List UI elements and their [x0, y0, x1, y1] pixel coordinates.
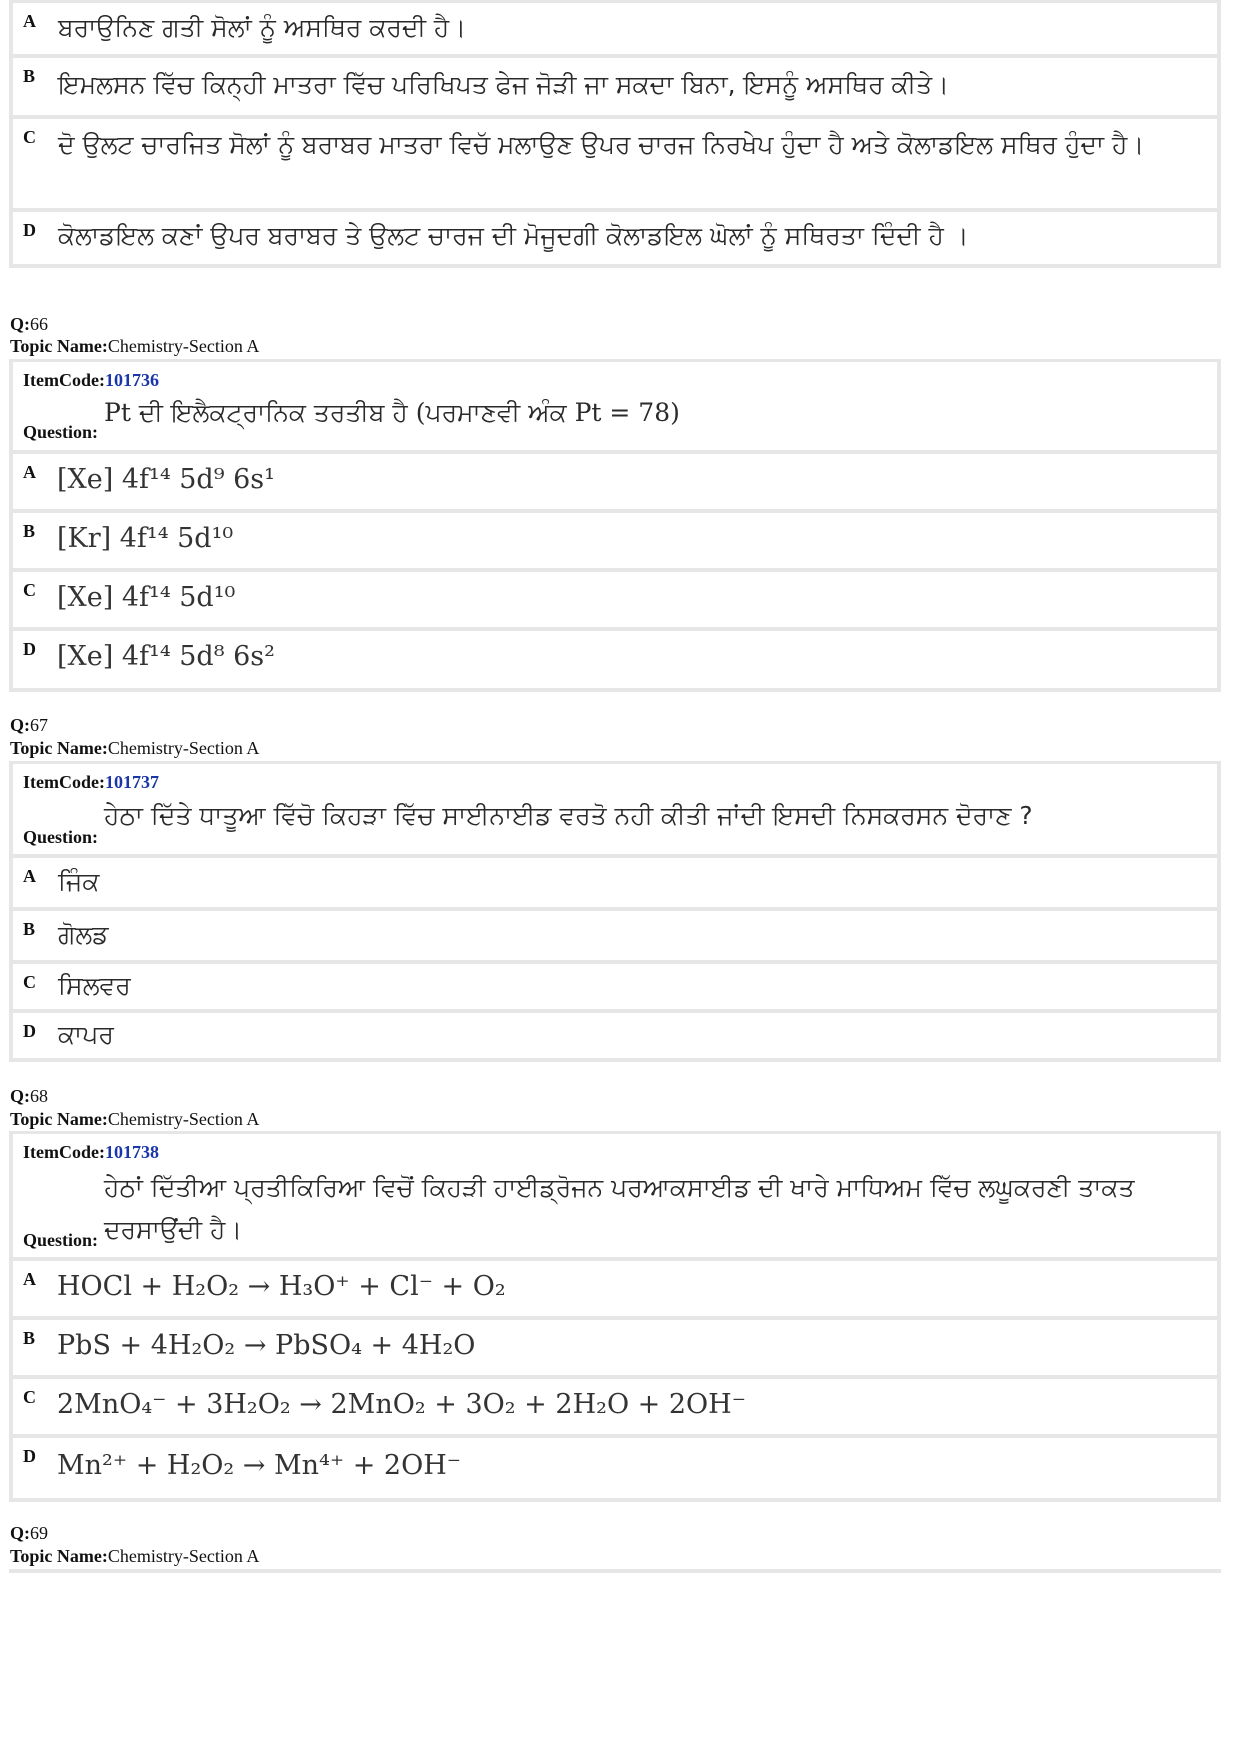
- question-text: ਹੇਠਾ ਦਿੱਤੇ ਧਾਤੂਆ ਵਿੱਚੋ ਕਿਹੜਾ ਵਿੱਚ ਸਾਈਨਾਈਡ ਵਰਤੋ ਨਹੀ ਕੀਤੀ ਜਾਂਦੀ ਇਸਦੀ ਨਿਸਕਰਸਨ ਦੋਰਾਣ ?: [104, 801, 1033, 830]
- question-card-66: [9, 359, 1221, 692]
- question-number: Q:66: [10, 314, 48, 334]
- option-row-a[interactable]: [13, 454, 1217, 509]
- option-formula: [Kr] 4f¹⁴ 5d¹⁰: [57, 523, 234, 554]
- question-text: ਹੇਠਾਂ ਦਿੱਤੀਆ ਪ੍ਰਤੀਕਿਰਿਆ ਵਿਚੋਂ ਕਿਹੜੀ ਹਾਈਡ੍ਰੋਜਨ ਪਰਆਕਸਾਈਡ ਦੀ ਖਾਰੇ ਮਾਧਿਅਮ ਵਿੱਚ ਲਘੂਕਰਣੀ ਤਾਕਤ ਦਰਸਾਉਂਦੀ ਹੈ।: [104, 1173, 1135, 1244]
- option-text: ਕਾਪਰ: [58, 1020, 114, 1049]
- option-row-b[interactable]: [13, 58, 1217, 115]
- question-card-68: [9, 1131, 1221, 1502]
- option-formula: [Xe] 4f¹⁴ 5d⁹ 6s¹: [57, 464, 275, 495]
- option-row-a[interactable]: [13, 1261, 1217, 1316]
- option-row-b[interactable]: [13, 1320, 1217, 1375]
- option-row-a[interactable]: [13, 3, 1217, 54]
- question-header: [13, 362, 1217, 450]
- option-letter: B: [23, 919, 36, 939]
- topic-name: Topic Name:Chemistry-Section A: [10, 1546, 260, 1566]
- option-formula: Mn²⁺ + H₂O₂ → Mn⁴⁺ + 2OH⁻: [57, 1450, 462, 1481]
- option-letter: D: [23, 1021, 36, 1041]
- option-letter: D: [23, 220, 36, 240]
- option-formula: [Xe] 4f¹⁴ 5d¹⁰: [57, 582, 236, 613]
- option-letter: D: [23, 639, 36, 659]
- item-code: ItemCode:101736: [23, 370, 159, 390]
- option-row-d[interactable]: [13, 212, 1217, 264]
- question-number: Q:67: [10, 715, 48, 735]
- option-row-c[interactable]: [13, 964, 1217, 1009]
- option-letter: C: [23, 580, 36, 600]
- option-letter: B: [23, 66, 36, 86]
- option-letter: B: [23, 1328, 36, 1348]
- question-number: Q:69: [10, 1523, 48, 1543]
- section-divider: [9, 1569, 1221, 1573]
- question-text: Pt ਦੀ ਇਲੈਕਟ੍ਰਾਨਿਕ ਤਰਤੀਬ ਹੈ (ਪਰਮਾਣਵੀ ਅੰਕ Pt = 78): [104, 398, 680, 427]
- question-label: Question:: [23, 827, 99, 847]
- topic-name: Topic Name:Chemistry-Section A: [10, 1109, 260, 1129]
- option-text: ਗੋਲਡ: [58, 920, 109, 949]
- question-label: Question:: [23, 1230, 99, 1250]
- option-letter: C: [23, 1387, 36, 1407]
- option-row-d[interactable]: [13, 631, 1217, 688]
- prev-question-options: [9, 0, 1221, 268]
- option-text: ਜਿੰਕ: [58, 867, 100, 896]
- option-letter: C: [23, 127, 36, 147]
- topic-name: Topic Name:Chemistry-Section A: [10, 738, 260, 758]
- option-letter: A: [23, 1269, 36, 1289]
- option-letter: C: [23, 972, 36, 992]
- option-text: ਕੋਲਾਡਇਲ ਕਣਾਂ ਉਪਰ ਬਰਾਬਰ ਤੇ ਉਲਟ ਚਾਰਜ ਦੀ ਮੋਜੂਦਗੀ ਕੋਲਾਡਇਲ ਘੋਲਾਂ ਨੂੰ ਸਥਿਰਤਾ ਦਿੰਦੀ ਹੈ ।: [58, 221, 969, 250]
- option-row-c[interactable]: [13, 1379, 1217, 1434]
- item-code: ItemCode:101738: [23, 1142, 159, 1162]
- option-formula: 2MnO₄⁻ + 3H₂O₂ → 2MnO₂ + 3O₂ + 2H₂O + 2OH⁻: [57, 1389, 746, 1420]
- option-text: ਦੋ ਉਲਟ ਚਾਰਜਿਤ ਸੋਲਾਂ ਨੂੰ ਬਰਾਬਰ ਮਾਤਰਾ ਵਿਚੱ ਮਲਾਉਣ ਉਪਰ ਚਾਰਜ ਨਿਰਖੇਪ ਹੁੰਦਾ ਹੈ ਅਤੇ ਕੋਲਾਡਇਲ ਸਥਿਰ ਹੁੰਦਾ ਹੈ।: [58, 130, 1145, 159]
- option-row-c[interactable]: [13, 119, 1217, 208]
- option-letter: B: [23, 521, 36, 541]
- option-letter: D: [23, 1446, 36, 1466]
- option-text: ਇਮਲਸਨ ਵਿੱਚ ਕਿਨ੍ਹੀ ਮਾਤਰਾ ਵਿੱਚ ਪਰਿਖਿਪਤ ਫੇਜ ਜੋੜੀ ਜਾ ਸਕਦਾ ਬਿਨਾ, ਇਸਨੂੰ ਅਸਥਿਰ ਕੀਤੇ।: [58, 70, 949, 99]
- option-letter: A: [23, 866, 36, 886]
- option-row-c[interactable]: [13, 572, 1217, 627]
- topic-name: Topic Name:Chemistry-Section A: [10, 336, 260, 356]
- option-row-a[interactable]: [13, 858, 1217, 907]
- option-formula: [Xe] 4f¹⁴ 5d⁸ 6s²: [57, 641, 275, 672]
- option-text: ਬਰਾਉਨਿਣ ਗਤੀ ਸੋਲਾਂ ਨੂੰ ਅਸਥਿਰ ਕਰਦੀ ਹੈ।: [58, 13, 467, 42]
- option-row-d[interactable]: [13, 1013, 1217, 1058]
- question-card-67: [9, 761, 1221, 1062]
- option-letter: A: [23, 462, 36, 482]
- question-number: Q:68: [10, 1086, 48, 1106]
- option-row-b[interactable]: [13, 911, 1217, 960]
- option-row-d[interactable]: [13, 1438, 1217, 1498]
- option-letter: A: [23, 11, 36, 31]
- item-code: ItemCode:101737: [23, 772, 159, 792]
- option-formula: HOCl + H₂O₂ → H₃O⁺ + Cl⁻ + O₂: [57, 1271, 506, 1302]
- option-text: ਸਿਲਵਰ: [58, 971, 131, 1000]
- question-label: Question:: [23, 422, 99, 442]
- option-formula: PbS + 4H₂O₂ → PbSO₄ + 4H₂O: [57, 1330, 476, 1361]
- question-header: [13, 1134, 1217, 1257]
- question-header: [13, 764, 1217, 854]
- option-row-b[interactable]: [13, 513, 1217, 568]
